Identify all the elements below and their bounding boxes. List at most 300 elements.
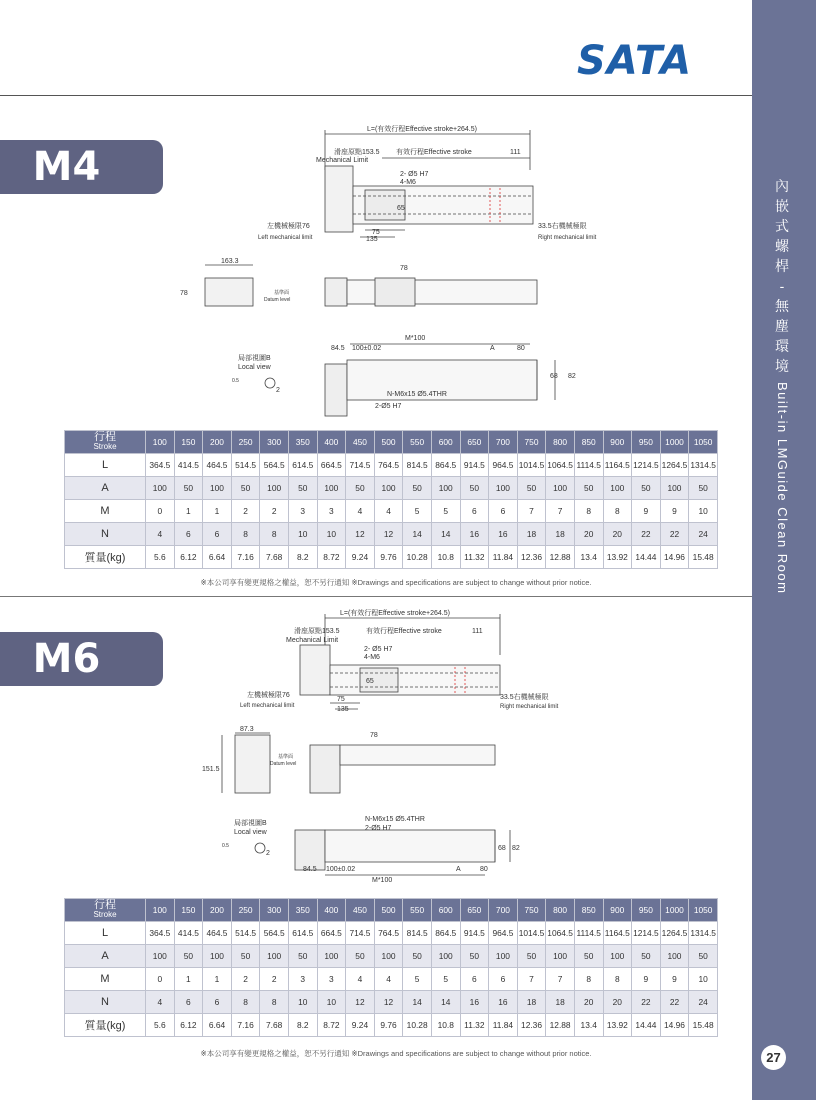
table-cell: 514.5	[231, 922, 260, 945]
m4-label-right-en: Right mechanical limit	[538, 235, 597, 241]
table-cell: 9.76	[374, 1014, 403, 1037]
row-label: N	[65, 991, 146, 1014]
model-tab-m4: M4	[0, 140, 163, 194]
table-header-row	[65, 899, 718, 922]
table-cell: 1014.5	[517, 922, 546, 945]
table-cell: 1214.5	[632, 922, 661, 945]
table-cell: 9	[632, 500, 661, 523]
m4-label-68: 68	[550, 373, 558, 380]
table-cell: 4	[374, 500, 403, 523]
sidebar-title-zh: 內 嵌 式 螺 桿 - 無 塵 環 境	[775, 178, 789, 374]
table-cell: 1264.5	[660, 454, 689, 477]
row-label: A	[65, 945, 146, 968]
stroke-header-en: Stroke	[93, 442, 117, 451]
table-cell: 50	[460, 945, 489, 968]
table-cell: 14.96	[660, 1014, 689, 1037]
table-cell: 5	[431, 968, 460, 991]
m6-label-80: 80	[480, 866, 488, 873]
stroke-header	[65, 899, 146, 922]
table-cell: 100	[489, 477, 518, 500]
m4-label-eff: 有效行程Effective stroke	[396, 149, 472, 156]
m6-spec-table	[64, 898, 718, 1037]
table-cell: 100	[546, 945, 575, 968]
table-cell: 6	[460, 968, 489, 991]
m6-end-view	[235, 735, 270, 793]
m4-label-right-zh: 33.5右機械極限	[538, 223, 587, 230]
table-cell: 364.5	[146, 454, 175, 477]
table-cell: 8	[603, 968, 632, 991]
table-cell: 7	[517, 500, 546, 523]
table-cell: 100	[317, 945, 346, 968]
model-tab-m6: M6	[0, 632, 163, 686]
table-cell: 6.12	[174, 1014, 203, 1037]
m6-label-65: 65	[366, 678, 374, 685]
m4-label-75: 75	[372, 229, 380, 236]
stroke-cell: 400	[317, 899, 346, 922]
stroke-cell: 1000	[660, 431, 689, 454]
table-cell: 16	[489, 991, 518, 1014]
m4-label-side-height: 78	[180, 290, 188, 297]
stroke-cell: 800	[546, 899, 575, 922]
stroke-cell: 850	[574, 899, 603, 922]
table-cell: 8	[231, 523, 260, 546]
row-label: M	[65, 500, 146, 523]
table-cell: 6	[174, 523, 203, 546]
table-cell: 7	[517, 968, 546, 991]
table-cell: 9.76	[374, 546, 403, 569]
table-cell: 10.28	[403, 546, 432, 569]
stroke-cell: 500	[374, 899, 403, 922]
table-cell: 9.24	[346, 1014, 375, 1037]
table-cell: 14.44	[632, 546, 661, 569]
m6-label-datum-en: Datum level	[270, 761, 297, 767]
table-cell: 7.68	[260, 1014, 289, 1037]
table-cell: 8	[603, 500, 632, 523]
table-cell: 6	[489, 968, 518, 991]
table-cell: 100	[146, 477, 175, 500]
stroke-cell: 1000	[660, 899, 689, 922]
stroke-cell: 650	[460, 431, 489, 454]
table-cell: 50	[632, 477, 661, 500]
stroke-cell: 450	[346, 431, 375, 454]
m6-label-pin-bottom: 2-Ø5 H7	[365, 825, 392, 832]
table-cell: 6	[460, 500, 489, 523]
table-cell: 6	[203, 991, 232, 1014]
table-cell: 100	[431, 945, 460, 968]
table-cell: 2	[260, 500, 289, 523]
table-cell: 100	[374, 945, 403, 968]
table-cell: 614.5	[288, 454, 317, 477]
m6-label-78: 78	[370, 732, 378, 739]
table-cell: 10.28	[403, 1014, 432, 1037]
table-cell: 1	[174, 500, 203, 523]
m6-label-82: 82	[512, 845, 520, 852]
table-cell: 100	[489, 945, 518, 968]
table-cell: 664.5	[317, 454, 346, 477]
table-cell: 8	[574, 500, 603, 523]
table-cell: 10	[317, 991, 346, 1014]
stroke-cell: 200	[203, 899, 232, 922]
table-cell: 100	[260, 945, 289, 968]
stroke-cell: 950	[632, 431, 661, 454]
table-cell: 22	[632, 991, 661, 1014]
table-cell: 6.64	[203, 546, 232, 569]
m6-label-mech-en: Mechanical Limit	[286, 637, 339, 644]
table-cell: 414.5	[174, 454, 203, 477]
row-label: L	[65, 454, 146, 477]
table-cell: 50	[231, 945, 260, 968]
table-cell: 12.88	[546, 546, 575, 569]
table-cell: 18	[517, 523, 546, 546]
m6-bottom-view	[325, 830, 495, 862]
table-cell: 1314.5	[689, 922, 718, 945]
table-cell: 15.48	[689, 546, 718, 569]
table-row	[65, 546, 718, 569]
m4-label-100tol: 100±0.02	[352, 345, 382, 352]
stroke-cell: 450	[346, 899, 375, 922]
table-cell: 4	[346, 968, 375, 991]
stroke-cell: 650	[460, 899, 489, 922]
table-cell: 4	[346, 500, 375, 523]
table-cell: 50	[231, 477, 260, 500]
table-row	[65, 991, 718, 1014]
table-cell: 100	[603, 477, 632, 500]
m6-label-100tol: 100±0.02	[326, 866, 356, 873]
table-cell: 3	[288, 968, 317, 991]
table-row	[65, 477, 718, 500]
table-cell: 1314.5	[689, 454, 718, 477]
m6-label-mech-zh: 滑座原點153.5	[294, 628, 340, 635]
m4-label-78: 78	[400, 265, 408, 272]
table-cell: 100	[203, 945, 232, 968]
table-cell: 514.5	[231, 454, 260, 477]
table-cell: 18	[546, 523, 575, 546]
table-cell: 50	[517, 477, 546, 500]
stroke-cell: 600	[431, 899, 460, 922]
stroke-cell: 250	[231, 899, 260, 922]
stroke-header	[65, 431, 146, 454]
table-cell: 7.16	[231, 1014, 260, 1037]
table-cell: 11.32	[460, 546, 489, 569]
table-cell: 7.16	[231, 546, 260, 569]
table-cell: 914.5	[460, 454, 489, 477]
table-cell: 0	[146, 968, 175, 991]
table-cell: 16	[489, 523, 518, 546]
stroke-cell: 100	[146, 899, 175, 922]
table-cell: 4	[146, 991, 175, 1014]
table-cell: 2	[231, 968, 260, 991]
table-cell: 6	[203, 523, 232, 546]
m4-label-datum-en: Datum level	[264, 297, 291, 303]
table-cell: 50	[174, 477, 203, 500]
m4-drawing	[180, 120, 620, 420]
table-cell: 1	[203, 968, 232, 991]
m6-label-right-zh: 33.5右機械極限	[500, 694, 549, 701]
m4-motor-block	[325, 166, 353, 232]
sidebar-title	[762, 176, 802, 594]
m4-label-65: 65	[397, 205, 405, 212]
stroke-cell: 750	[517, 431, 546, 454]
table-cell: 50	[403, 945, 432, 968]
stroke-cell: 700	[489, 899, 518, 922]
m6-label-05: 0.5	[222, 843, 229, 849]
table-cell: 3	[317, 968, 346, 991]
stroke-cell: 100	[146, 431, 175, 454]
table-cell: 14	[403, 991, 432, 1014]
table-cell: 8	[574, 968, 603, 991]
m4-label-left-zh: 左機械極限76	[267, 223, 310, 230]
table-cell: 5.6	[146, 546, 175, 569]
table-cell: 714.5	[346, 454, 375, 477]
m6-label-left-en: Left mechanical limit	[240, 703, 295, 709]
m4-label-local-zh: 局部視圖B	[238, 355, 271, 362]
table-cell: 2	[231, 500, 260, 523]
table-cell: 100	[146, 945, 175, 968]
table-row	[65, 454, 718, 477]
table-cell: 50	[403, 477, 432, 500]
table-cell: 22	[660, 991, 689, 1014]
table-cell: 100	[660, 945, 689, 968]
m6-local-view-circle	[255, 843, 265, 853]
table-cell: 24	[689, 523, 718, 546]
table-cell: 964.5	[489, 922, 518, 945]
row-label: M	[65, 968, 146, 991]
table-cell: 414.5	[174, 922, 203, 945]
table-cell: 6.12	[174, 546, 203, 569]
m6-motor-block	[300, 645, 330, 695]
sidebar-title-en: Built-in LMGuide Clean Room	[775, 382, 790, 595]
table-cell: 15.48	[689, 1014, 718, 1037]
stroke-cell: 1050	[689, 899, 718, 922]
table-row	[65, 922, 718, 945]
table-cell: 7	[546, 968, 575, 991]
table-cell: 20	[603, 991, 632, 1014]
table-cell: 50	[174, 945, 203, 968]
table-cell: 10	[288, 523, 317, 546]
table-cell: 50	[346, 945, 375, 968]
table-cell: 14	[431, 991, 460, 1014]
row-label: 質量(kg)	[65, 1014, 146, 1037]
table-cell: 11.84	[489, 546, 518, 569]
table-cell: 10.8	[431, 1014, 460, 1037]
table-cell: 8	[260, 991, 289, 1014]
table-cell: 564.5	[260, 922, 289, 945]
table-cell: 8	[231, 991, 260, 1014]
table-cell: 22	[660, 523, 689, 546]
stroke-cell: 800	[546, 431, 575, 454]
stroke-header-en: Stroke	[93, 910, 117, 919]
table-cell: 914.5	[460, 922, 489, 945]
table-cell: 1114.5	[574, 922, 603, 945]
m4-spec-table	[64, 430, 718, 569]
table-cell: 11.32	[460, 1014, 489, 1037]
m4-label-left-en: Left mechanical limit	[258, 235, 313, 241]
table-cell: 100	[260, 477, 289, 500]
table-cell: 50	[689, 477, 718, 500]
table-cell: 20	[603, 523, 632, 546]
row-label: N	[65, 523, 146, 546]
m6-label-75: 75	[337, 696, 345, 703]
table-cell: 16	[460, 991, 489, 1014]
row-label: A	[65, 477, 146, 500]
table-cell: 9	[660, 968, 689, 991]
m4-label-111: 111	[510, 149, 521, 156]
table-cell: 20	[574, 991, 603, 1014]
m6-label-m100: M*100	[372, 877, 393, 884]
table-cell: 1164.5	[603, 454, 632, 477]
table-cell: 564.5	[260, 454, 289, 477]
table-cell: 9	[632, 968, 661, 991]
stroke-cell: 600	[431, 431, 460, 454]
table-cell: 8.72	[317, 1014, 346, 1037]
table-cell: 1164.5	[603, 922, 632, 945]
table-cell: 5	[431, 500, 460, 523]
stroke-cell: 250	[231, 431, 260, 454]
table-header-row	[65, 431, 718, 454]
stroke-cell: 550	[403, 899, 432, 922]
sata-logo: SATA	[577, 38, 693, 84]
m4-label-pin-bottom: 2-Ø5 H7	[375, 403, 402, 410]
m6-label-local-en: Local view	[234, 829, 267, 836]
table-cell: 614.5	[288, 922, 317, 945]
row-label: 質量(kg)	[65, 546, 146, 569]
m4-label-a: A	[490, 345, 495, 352]
m4-label-thread: N-M6x15 Ø5.4THR	[387, 391, 447, 398]
table-cell: 18	[517, 991, 546, 1014]
m4-label-L: L=(有效行程Effective stroke+264.5)	[367, 126, 477, 133]
m6-label-135: 135	[337, 706, 349, 713]
m4-label-local-en: Local view	[238, 364, 271, 371]
table-cell: 13.92	[603, 546, 632, 569]
table-cell: 6	[489, 500, 518, 523]
m6-note: ※本公司享有變更規格之權益，恕不另行通知 ※Drawings and specifications are subject to change without prior notice.	[200, 1049, 592, 1058]
table-cell: 50	[288, 945, 317, 968]
table-cell: 16	[460, 523, 489, 546]
stroke-cell: 350	[288, 431, 317, 454]
table-cell: 50	[460, 477, 489, 500]
stroke-cell: 350	[288, 899, 317, 922]
table-cell: 14	[403, 523, 432, 546]
m4-label-side-width: 163.3	[221, 258, 239, 265]
m4-local-view-circle	[265, 378, 275, 388]
m4-label-05: 0.5	[232, 378, 239, 384]
table-cell: 100	[660, 477, 689, 500]
table-cell: 12	[346, 991, 375, 1014]
m6-label-111: 111	[472, 628, 483, 635]
table-cell: 714.5	[346, 922, 375, 945]
stroke-cell: 950	[632, 899, 661, 922]
m6-label-right-en: Right mechanical limit	[500, 704, 559, 710]
table-row	[65, 523, 718, 546]
table-cell: 1014.5	[517, 454, 546, 477]
table-cell: 24	[689, 991, 718, 1014]
stroke-cell: 750	[517, 899, 546, 922]
table-cell: 50	[689, 945, 718, 968]
table-cell: 12	[374, 991, 403, 1014]
page-number: 27	[761, 1045, 786, 1070]
table-cell: 2	[260, 968, 289, 991]
table-cell: 10.8	[431, 546, 460, 569]
table-cell: 5	[403, 968, 432, 991]
table-cell: 464.5	[203, 454, 232, 477]
table-cell: 50	[517, 945, 546, 968]
table-row	[65, 500, 718, 523]
table-cell: 13.4	[574, 1014, 603, 1037]
m6-rail-body	[330, 665, 500, 695]
table-cell: 8	[260, 523, 289, 546]
m6-side-view	[340, 745, 495, 765]
table-cell: 0	[146, 500, 175, 523]
m6-label-845: 84.5	[303, 866, 317, 873]
table-cell: 1064.5	[546, 922, 575, 945]
stroke-cell: 300	[260, 899, 289, 922]
table-cell: 814.5	[403, 922, 432, 945]
table-cell: 864.5	[431, 454, 460, 477]
stroke-cell: 500	[374, 431, 403, 454]
table-cell: 12	[346, 523, 375, 546]
table-cell: 4	[146, 523, 175, 546]
m4-label-m100: M*100	[405, 335, 426, 342]
m4-label-datum-zh: 基準面	[274, 290, 290, 296]
table-cell: 9	[660, 500, 689, 523]
table-cell: 10	[689, 500, 718, 523]
table-cell: 7	[546, 500, 575, 523]
m6-label-2: 2	[266, 850, 270, 857]
m6-label-side-height: 151.5	[202, 766, 220, 773]
m6-label-pin: 2- Ø5 H7	[364, 646, 393, 653]
table-cell: 1114.5	[574, 454, 603, 477]
table-cell: 50	[632, 945, 661, 968]
table-row	[65, 968, 718, 991]
table-cell: 6	[174, 991, 203, 1014]
table-cell: 3	[317, 500, 346, 523]
m4-label-mech-zh: 滑座原點153.5	[334, 149, 380, 156]
table-cell: 1214.5	[632, 454, 661, 477]
table-row	[65, 945, 718, 968]
table-cell: 5	[403, 500, 432, 523]
m4-label-845: 84.5	[331, 345, 345, 352]
m4-label-2: 2	[276, 387, 280, 394]
table-cell: 14.96	[660, 546, 689, 569]
table-cell: 9.24	[346, 546, 375, 569]
table-cell: 664.5	[317, 922, 346, 945]
table-cell: 10	[689, 968, 718, 991]
stroke-cell: 850	[574, 431, 603, 454]
table-row	[65, 1014, 718, 1037]
table-cell: 18	[546, 991, 575, 1014]
m6-label-L: L=(有效行程Effective stroke+264.5)	[340, 610, 450, 617]
table-cell: 100	[603, 945, 632, 968]
table-cell: 814.5	[403, 454, 432, 477]
stroke-cell: 1050	[689, 431, 718, 454]
stroke-header-zh: 行程	[94, 431, 116, 443]
table-cell: 14	[431, 523, 460, 546]
section-divider	[0, 596, 752, 597]
stroke-cell: 550	[403, 431, 432, 454]
m4-label-135: 135	[366, 236, 378, 243]
table-cell: 864.5	[431, 922, 460, 945]
m6-label-local-zh: 局部視圖B	[234, 820, 267, 827]
table-cell: 1264.5	[660, 922, 689, 945]
table-cell: 100	[203, 477, 232, 500]
table-cell: 764.5	[374, 454, 403, 477]
m6-drawing	[200, 605, 620, 890]
table-cell: 22	[632, 523, 661, 546]
m6-label-thread: N-M6x15 Ø5.4THR	[365, 816, 425, 823]
m4-label-pin: 2- Ø5 H7	[400, 171, 429, 178]
m4-end-view	[205, 278, 253, 306]
m6-label-68: 68	[498, 845, 506, 852]
